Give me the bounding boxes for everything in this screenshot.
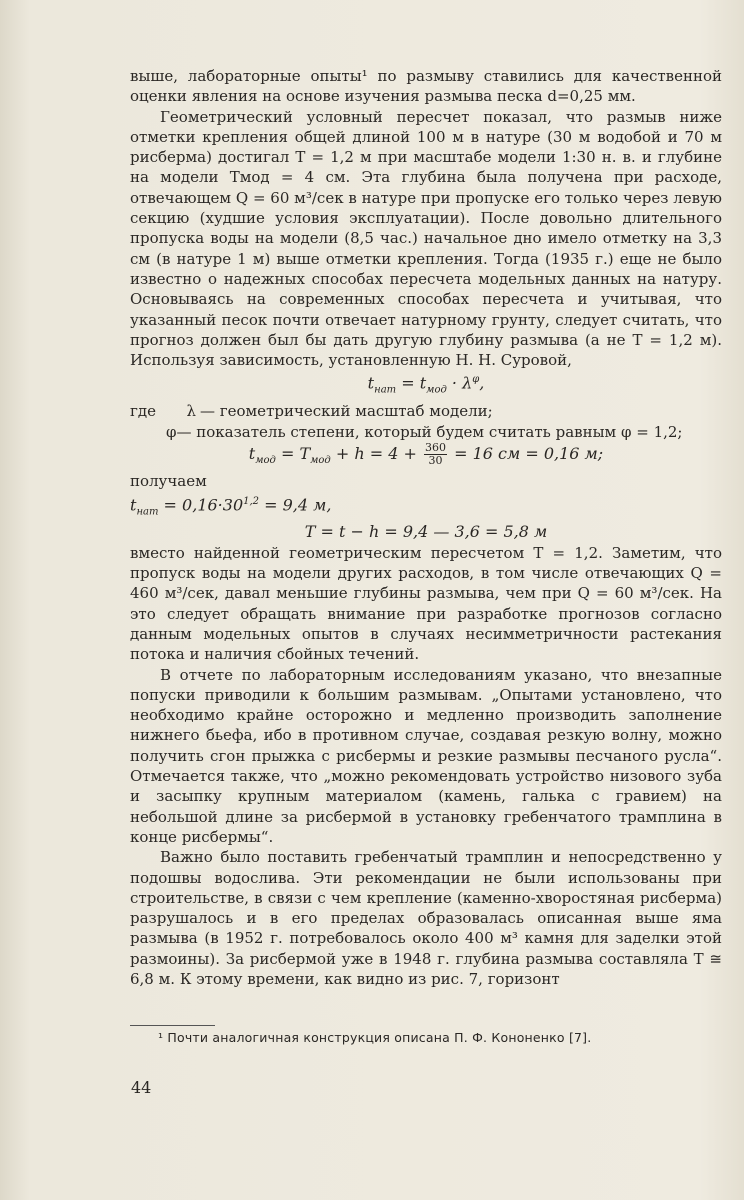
paragraph-trampoline: Важно было поставить гребенчатый трамплин и непосредственно у подошвы водослива. Эти рекомендации не были использованы при строительстве, в связи с чем крепление (каменно-хворостяная рисберма) разрушалось и в его пределах образовалась описанная выше яма размыва (в 1952 г. потребовалось около 400 м³ камня для заделки этой размоины). За рисбермой уже в 1948 г. глубина размыва составляла T ≅ 6,8 м. К этому времени, как видно из рис. 7, горизонт [130, 848, 722, 988]
formula-T-result: T = t − h = 9,4 — 3,6 = 5,8 м [304, 522, 548, 542]
page-number: 44 [131, 1078, 152, 1097]
paragraph-lab-report: В отчете по лабораторным исследованиям указано, что внезапные попуски приводили к большим размывам. „Опытами установлено, что необходимо крайне осторожно и медленно производить заполнение нижнего бьефа, ибо в противном случае, создавая резкую волну, можно получить сгон прыжка с рисбермы и резкие размывы песчаного русла“. Отмечается также, что „можно рекомендовать устройство низового зуба и засыпку крупным материалом (камень, галька с гравием) на небольшой длине за рисбермой в установку гребенчатого трамплина в конце рисбермы“. [130, 665, 722, 846]
formula-t-mod: $t_{мод} = T_{мод} + h = 4$ + $\frac{360}{30}$ = 16 см = 0,16 м; [248, 440, 604, 467]
fraction-360-30: $\frac{360}{30}$ [425, 440, 446, 467]
paragraph-continuation: выше, лабораторные опыты¹ по размыву ставились для качественной оценки явления на основе изучения размыва песка d=0,25 мм. [130, 67, 722, 106]
footnote-rule [130, 1025, 215, 1026]
paragraph-comparison: вместо найденной геометрическим пересчетом T = 1,2. Заметим, что пропуск воды на модели других расходов, в том числе отвечающих Q = 460 м³/сек, давал меньшие глубины размыва, чем при Q = 60 м³/сек. На это следует обращать внимание при разработке прогнозов согласно данным модельных опытов в случаях несимметричности растекания потока и наличия сбойных течений. [130, 543, 722, 664]
formula-t-nat: $t_{нат} = t_{мод} \cdot \lambda^\varphi$, [367, 373, 485, 396]
formula-t-nat-result: $t_{нат} = 0,16\cdot 30^{1,2} = 9,4$ м, [130, 494, 332, 518]
legend-lambda: где λ — геометрический масштаб модели; [130, 402, 493, 421]
footnote: ¹ Почти аналогичная конструкция описана П. Ф. Кононенко [7]. [158, 1030, 592, 1045]
label-obtain: получаем [130, 472, 207, 491]
body-text [130, 66, 722, 989]
legend-phi: φ— показатель степени, который будем считать равным φ = 1,2; [166, 422, 683, 441]
paragraph-geometric-recalc: Геометрический условный пересчет показал, что размыв ниже отметки крепления общей длиной 100 м в натуре (30 м водобой и 70 м рисберма) достигал T = 1,2 м при масштабе модели 1:30 н. в. и глубине на модели Tмод = 4 см. Эта глубина была получена при расходе, отвечающем Q = 60 м³/сек в натуре при пропуске его только через левую секцию (худшие условия эксплуатации). После довольно длительного пропуска воды на модели (8,5 час.) начальное дно имело отметку на 3,3 см (в натуре 1 м) выше отметки крепления. Тогда (1935 г.) еще не было известно о надежных способах пересчета модельных данных на натуру. Основываясь на современных способах пересчета и учитывая, что указанный песок почти отвечает натурному грунту, следует считать, что прогноз должен был бы дать другую глубину размыва (а не T = 1,2 м). Используя зависимость, установленную Н. Н. Суровой, [130, 107, 722, 370]
